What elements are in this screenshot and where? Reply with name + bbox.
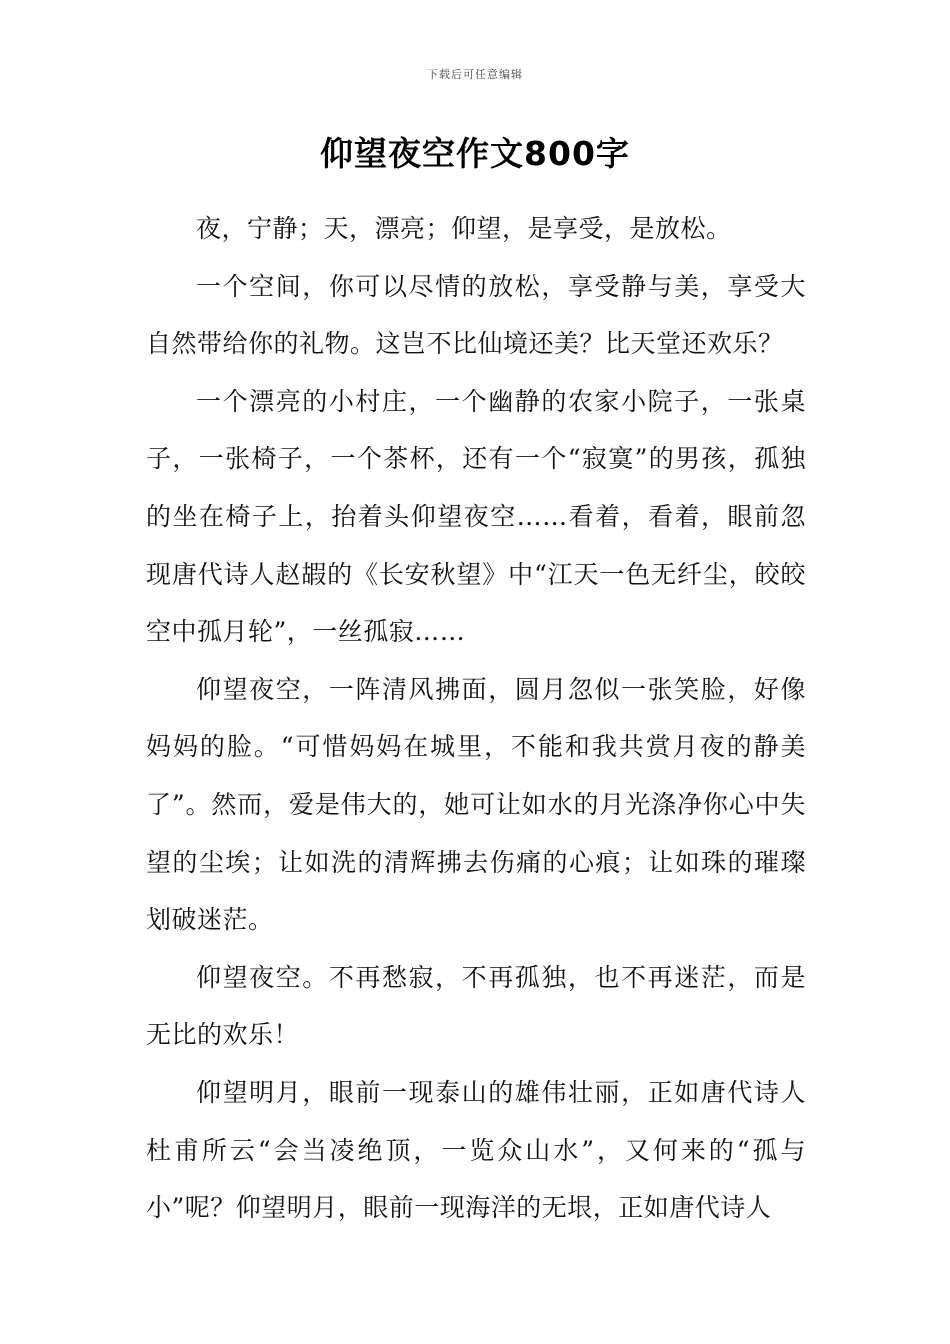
article-body xyxy=(146,200,806,1237)
header-note: 下载后可任意编辑 xyxy=(427,68,523,81)
page-title: 仰望夜空作文800字 xyxy=(320,134,630,173)
paragraph: 仰望明月，眼前一现泰山的雄伟壮丽，正如唐代诗人杜甫所云“会当凌绝顶，一览众山水”，又何来的“孤与小”呢？仰望明月，眼前一现海洋的无垠，正如唐代诗人 xyxy=(146,1077,806,1223)
paragraph: 一个空间，你可以尽情的放松，享受静与美，享受大自然带给你的礼物。这岂不比仙境还美？比天堂还欢乐？ xyxy=(146,271,806,359)
paragraph: 夜，宁静；天，漂亮；仰望，是享受，是放松。 xyxy=(196,214,732,243)
paragraph: 一个漂亮的小村庄，一个幽静的农家小院子，一张桌子，一张椅子，一个茶杯，还有一个“寂寞”的男孩，孤独的坐在椅子上，抬着头仰望夜空……看着，看着，眼前忽现唐代诗人赵嘏的《长安秋望》中“江天一色无纤尘，皎皎空中孤月轮”，一丝孤寂…… xyxy=(146,386,806,647)
paragraph: 仰望夜空，一阵清风拂面，圆月忽似一张笑脸，好像妈妈的脸。“可惜妈妈在城里，不能和我共赏月夜的静美了”。然而，爱是伟大的，她可让如水的月光涤净你心中失望的尘埃；让如洗的清辉拂去伤痛的心痕；让如珠的璀璨划破迷茫。 xyxy=(146,674,806,935)
paragraph: 仰望夜空。不再愁寂，不再孤独，也不再迷茫，而是无比的欢乐！ xyxy=(146,962,806,1050)
